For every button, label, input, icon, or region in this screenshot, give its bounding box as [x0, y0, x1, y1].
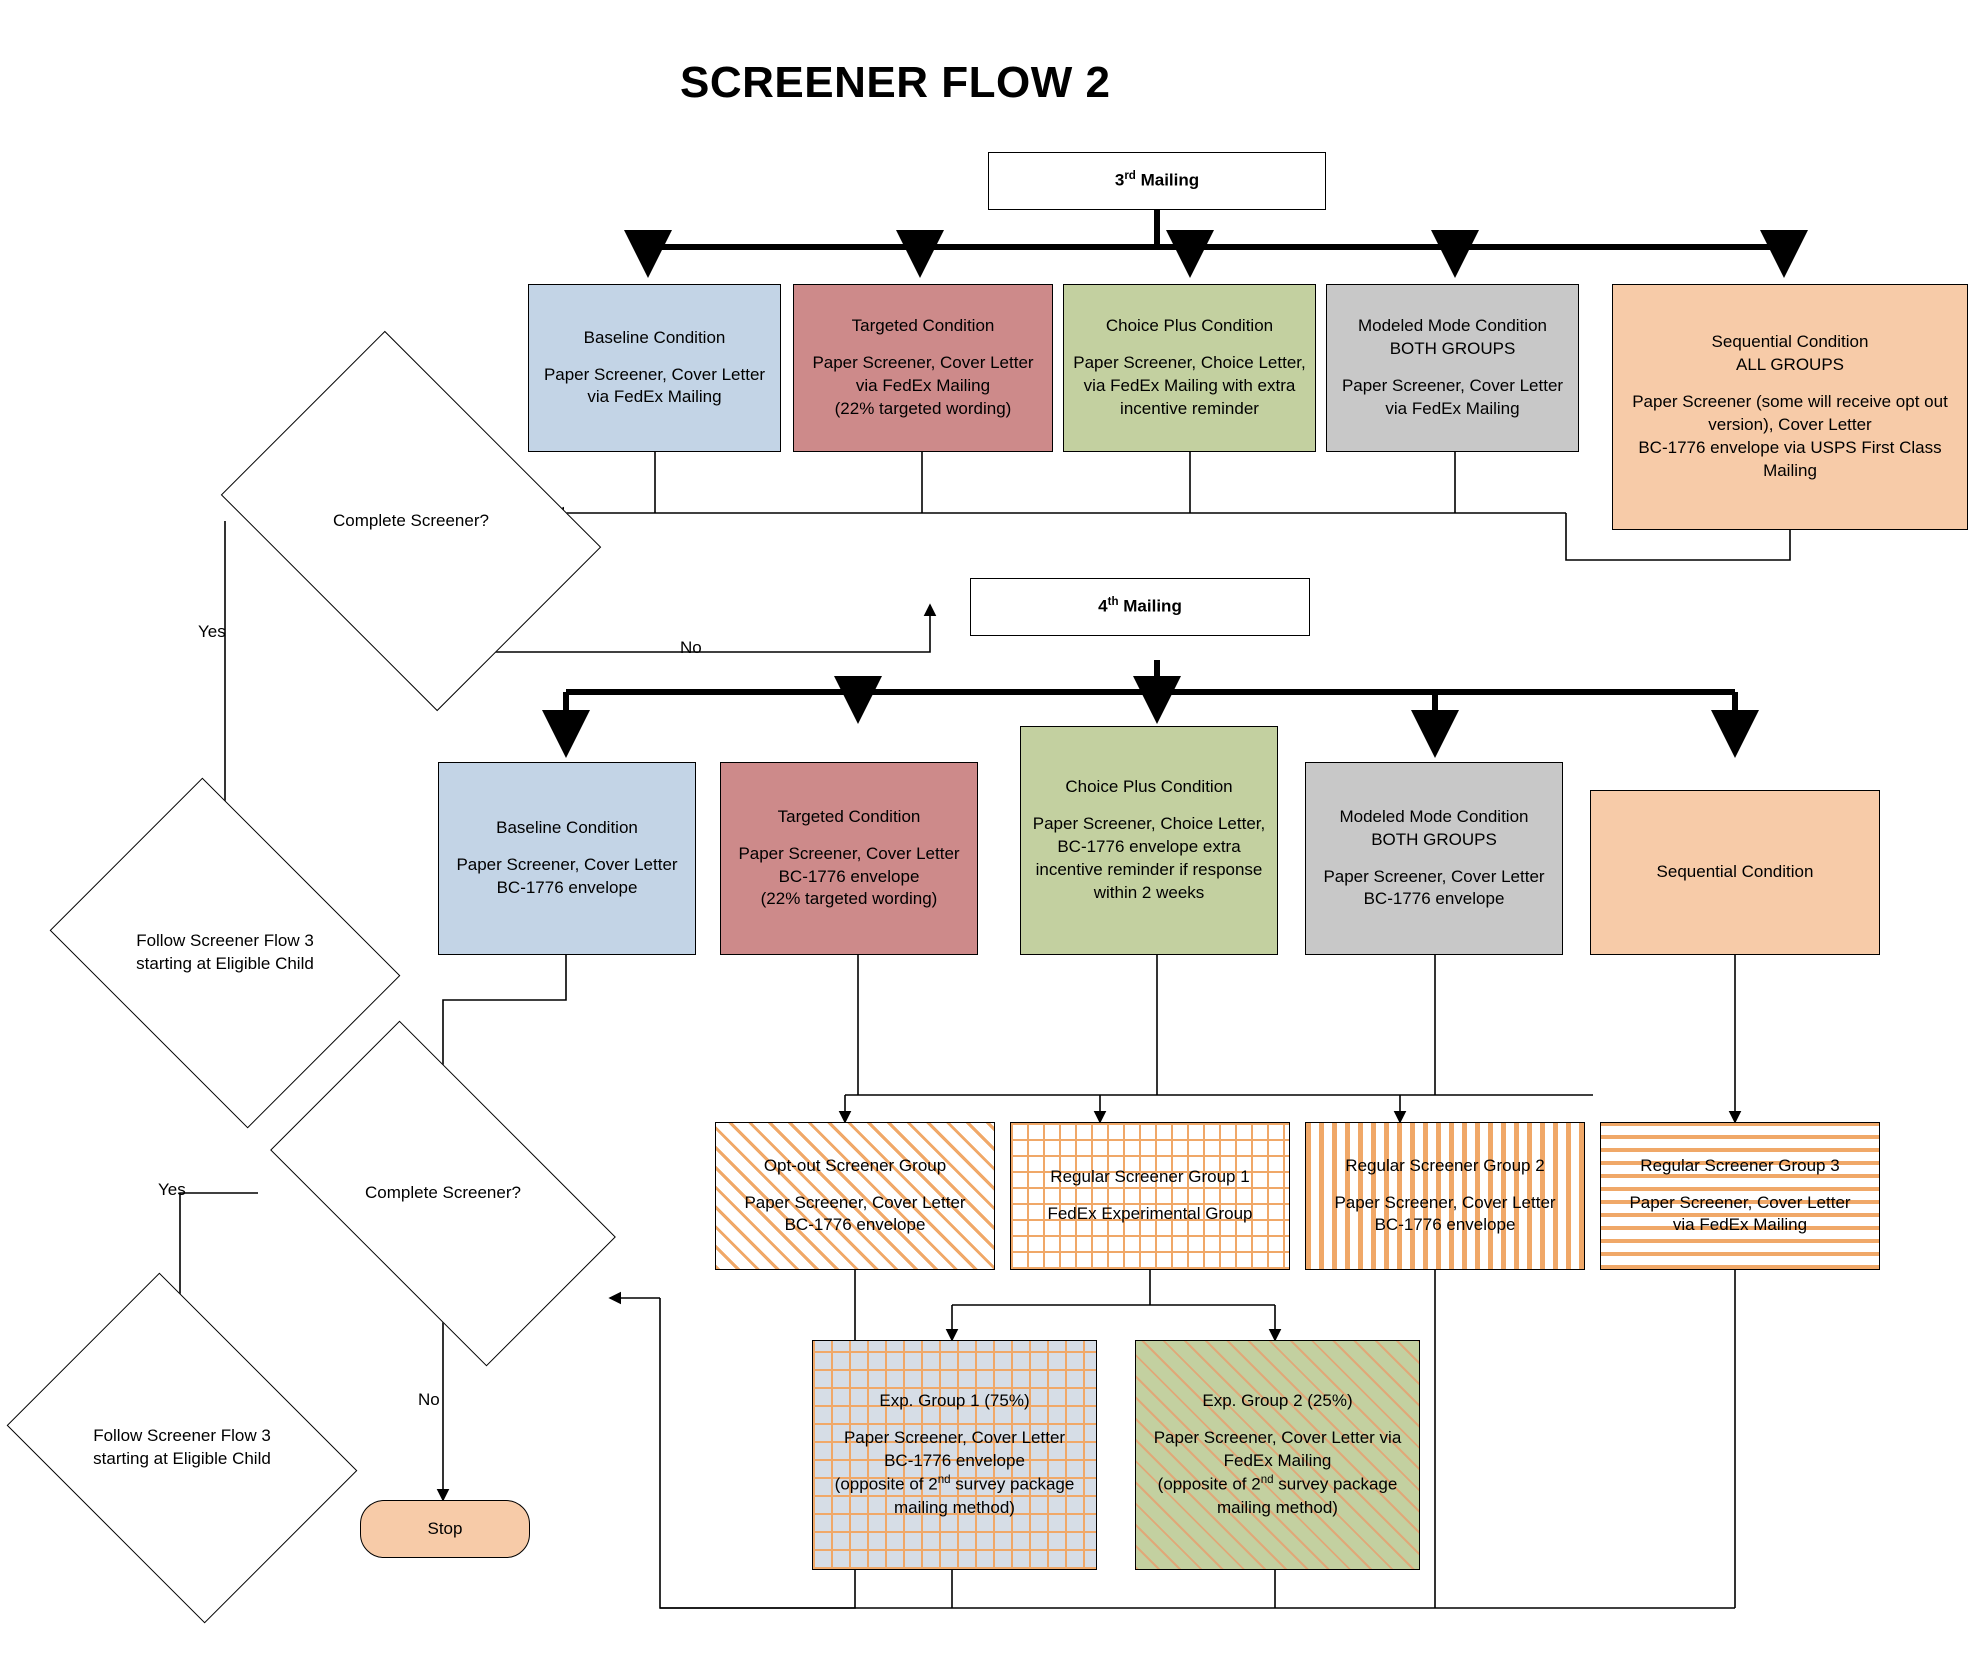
page-title: SCREENER FLOW 2 [680, 58, 1111, 107]
node-m3-choice-plus-line-0: Paper Screener, Choice Letter, via FedEx Mailing with extra incentive reminder [1073, 353, 1306, 418]
node-opt-out-screener-group-head: Opt-out Screener Group [763, 1155, 947, 1175]
node-m4-modeled-mode-line-1: BC-1776 envelope [1363, 889, 1505, 909]
node-m3-sequential [1612, 284, 1968, 530]
node-stop-label: Stop [427, 1519, 463, 1538]
node-m3-baseline-line-1: via FedEx Mailing [587, 387, 722, 407]
decision-complete-screener-2-label: Complete Screener? [365, 1183, 521, 1203]
node-follow-screener-flow-3-bottom [42, 1340, 322, 1556]
node-regular-screener-group-1-head: Regular Screener Group 1 [1050, 1167, 1250, 1187]
node-exp-group-2-tail: (opposite of 2nd survey package mailing method) [1157, 1474, 1398, 1517]
node-regular-screener-group-1 [1010, 1122, 1290, 1270]
node-regular-screener-group-2 [1305, 1122, 1585, 1270]
node-m3-choice-plus [1063, 284, 1316, 452]
node-opt-out-screener-group-line-0: Paper Screener, Cover Letter [744, 1192, 966, 1212]
node-m4-baseline [438, 762, 696, 955]
node-m3-baseline [528, 284, 781, 452]
node-3rd-mailing-label: 3rd Mailing [1114, 170, 1200, 190]
node-m3-sequential-head2: ALL GROUPS [1735, 355, 1845, 375]
node-m3-modeled-mode-head2: BOTH GROUPS [1389, 339, 1516, 359]
node-m4-targeted-line-2: (22% targeted wording) [760, 889, 938, 909]
node-regular-screener-group-2-line-0: Paper Screener, Cover Letter [1334, 1192, 1556, 1212]
node-m4-choice-plus-line-0: Paper Screener, Choice Letter, BC-1776 envelope extra incentive reminder if response within 2 weeks [1032, 814, 1266, 902]
node-m3-targeted-line-0: Paper Screener, Cover Letter [812, 353, 1034, 373]
node-m4-sequential [1590, 790, 1880, 955]
node-stop [360, 1500, 530, 1558]
node-follow-screener-flow-3-top-label: Follow Screener Flow 3 starting at Eligible Child [136, 931, 314, 973]
node-4th-mailing-label: 4th Mailing [1098, 596, 1182, 616]
node-m3-baseline-line-0: Paper Screener, Cover Letter [543, 364, 766, 384]
node-exp-group-1 [812, 1340, 1097, 1570]
node-m4-modeled-mode-head: Modeled Mode Condition [1339, 806, 1529, 826]
node-m4-modeled-mode [1305, 762, 1563, 955]
node-m4-targeted-line-1: BC-1776 envelope [778, 866, 920, 886]
node-m3-modeled-mode [1326, 284, 1579, 452]
decision-complete-screener-1-label: Complete Screener? [333, 510, 489, 530]
node-m3-modeled-mode-line-0: Paper Screener, Cover Letter [1341, 376, 1564, 395]
node-opt-out-screener-group [715, 1122, 995, 1270]
edge-label-yes-1: Yes [198, 622, 226, 641]
node-opt-out-screener-group-line-1: BC-1776 envelope [784, 1215, 926, 1235]
node-exp-group-2-head: Exp. Group 2 (25%) [1202, 1391, 1353, 1411]
node-exp-group-1-tail: (opposite of 2nd survey package mailing method) [834, 1474, 1075, 1517]
node-follow-screener-flow-3-bottom-label: Follow Screener Flow 3 starting at Eligible Child [93, 1426, 271, 1468]
node-m3-targeted-head: Targeted Condition [851, 316, 995, 336]
node-m4-modeled-mode-line-0: Paper Screener, Cover Letter [1323, 866, 1545, 886]
node-regular-screener-group-3 [1600, 1122, 1880, 1270]
node-m3-sequential-head: Sequential Condition [1711, 332, 1869, 352]
node-regular-screener-group-3-line-1: via FedEx Mailing [1672, 1215, 1808, 1235]
node-regular-screener-group-2-head: Regular Screener Group 2 [1345, 1155, 1545, 1175]
node-m4-baseline-head: Baseline Condition [496, 818, 638, 838]
node-regular-screener-group-3-line-0: Paper Screener, Cover Letter [1629, 1192, 1851, 1212]
node-exp-group-2 [1135, 1340, 1420, 1570]
edge-label-no-2: No [418, 1390, 440, 1409]
node-m4-targeted-head: Targeted Condition [777, 806, 921, 826]
node-regular-screener-group-1-line-0: FedEx Experimental Group [1047, 1204, 1253, 1223]
node-m3-choice-plus-head: Choice Plus Condition [1105, 316, 1274, 336]
node-m4-choice-plus [1020, 726, 1278, 955]
edge-label-no-1: No [680, 638, 702, 657]
decision-complete-screener-2 [290, 1102, 596, 1285]
node-m3-targeted-line-2: (22% targeted wording) [834, 398, 1012, 418]
node-exp-group-1-head: Exp. Group 1 (75%) [879, 1391, 1030, 1411]
node-4th-mailing [970, 578, 1310, 636]
node-m3-modeled-mode-line-1: via FedEx Mailing [1385, 398, 1520, 418]
node-exp-group-2-line-0: Paper Screener, Cover Letter via FedEx Mailing [1153, 1428, 1402, 1471]
node-m4-baseline-line-1: BC-1776 envelope [496, 877, 638, 897]
node-m3-modeled-mode-head: Modeled Mode Condition [1357, 316, 1547, 336]
node-m3-sequential-line-1: BC-1776 envelope via USPS First Class Mailing [1638, 437, 1942, 480]
node-follow-screener-flow-3-top [85, 845, 365, 1061]
node-m4-baseline-line-0: Paper Screener, Cover Letter [456, 855, 678, 875]
node-m3-sequential-line-0: Paper Screener (some will receive opt out version), Cover Letter [1632, 392, 1948, 434]
node-m3-targeted-line-1: via FedEx Mailing [855, 376, 991, 395]
node-m3-baseline-head: Baseline Condition [583, 327, 726, 347]
node-3rd-mailing [988, 152, 1326, 210]
node-exp-group-1-line-0: Paper Screener, Cover Letter [843, 1428, 1066, 1448]
node-regular-screener-group-3-head: Regular Screener Group 3 [1640, 1155, 1840, 1175]
node-m4-targeted [720, 762, 978, 955]
decision-complete-screener-1 [258, 405, 564, 637]
node-regular-screener-group-2-line-1: BC-1776 envelope [1374, 1215, 1516, 1235]
edge-label-yes-2: Yes [158, 1180, 186, 1199]
node-exp-group-1-line-1: BC-1776 envelope [884, 1451, 1025, 1471]
node-m4-choice-plus-head: Choice Plus Condition [1065, 777, 1233, 797]
node-m4-targeted-line-0: Paper Screener, Cover Letter [738, 843, 960, 863]
node-m3-targeted [793, 284, 1053, 452]
node-m4-sequential-head: Sequential Condition [1656, 862, 1814, 882]
node-m4-modeled-mode-head2: BOTH GROUPS [1371, 829, 1497, 849]
